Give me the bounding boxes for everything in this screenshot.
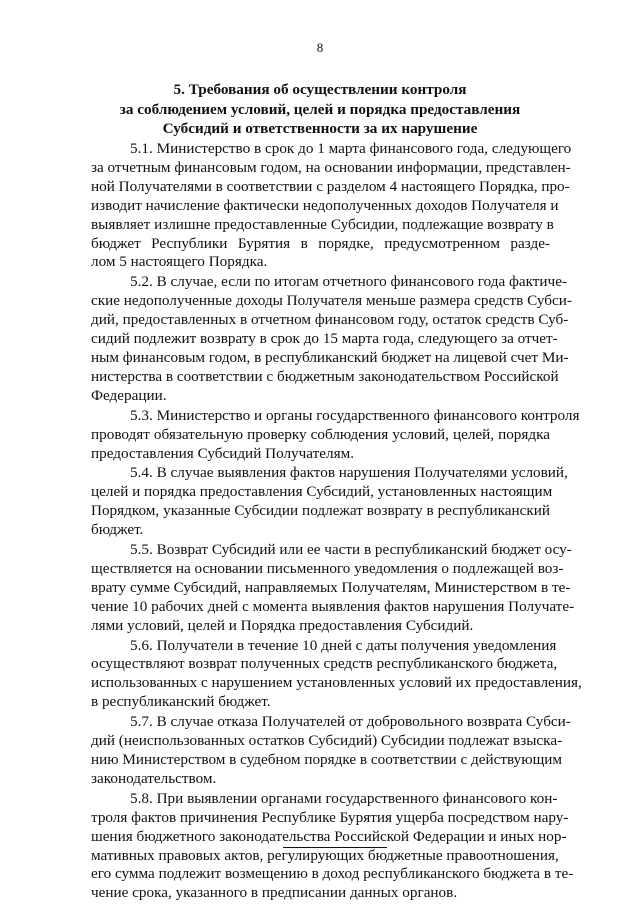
paragraph-5-4 (91, 464, 568, 540)
paragraph-5-2 (91, 273, 572, 405)
text-line: его сумма подлежит возмещению в доход республиканского бюджета в те- (91, 865, 574, 883)
text-line: 5.2. В случае, если по итогам отчетного финансового года фактиче- (130, 273, 567, 291)
text-line: за отчетным финансовым годом, на основании информации, представлен- (91, 158, 571, 176)
paragraph-5-7 (91, 713, 571, 789)
text-line: Федерации. (91, 386, 167, 404)
text-line: целей и порядка предоставления Субсидий, установленных настоящим (91, 483, 553, 501)
text-line: лями условий, целей и Порядка предоставления Субсидий. (91, 616, 474, 634)
text-line: шения бюджетного законодательства Российской Федерации и иных нор- (91, 827, 567, 845)
section-heading-line: 5. Требования об осуществлении контроля (173, 81, 467, 98)
text-line: ным финансовым годом, в республиканский бюджет на лицевой счет Ми- (91, 348, 569, 366)
text-line: лом 5 настоящего Порядка. (91, 253, 268, 271)
section-heading-line: за соблюдением условий, целей и порядка предоставления (119, 100, 521, 118)
text-line: мативных правовых актов, регулирующих бюджетные правоотношения, (91, 846, 559, 864)
text-line: ществляется на основании письменного уведомления о подлежащей воз- (91, 559, 564, 577)
text-line: сидий подлежит возврату в срок до 15 марта года, следующего за отчет- (91, 330, 558, 348)
text-line: ские недополученные доходы Получателя меньше размера средств Субси- (91, 292, 572, 310)
text-line: 5.3. Министерство и органы государственного финансового контроля (130, 406, 580, 424)
text-line: 5.1. Министерство в срок до 1 марта финансового года, следующего (130, 140, 572, 157)
text-line: Порядком, указанные Субсидии подлежат возврату в республиканский (91, 502, 550, 520)
text-line: троля фактов причинения Республике Бурятия ущерба посредством нару- (91, 808, 569, 826)
text-line: дий (неиспользованных остатков Субсидий) Субсидии подлежат взыска- (91, 732, 563, 750)
text-line: 5.8. При выявлении органами государственного финансового кон- (130, 789, 558, 807)
section-heading-line: Субсидий и ответственности за их нарушение (162, 120, 478, 137)
paragraph-5-6 (91, 636, 582, 713)
page-number: 8 (316, 40, 324, 55)
text-line: ной Получателями в соответствии с разделом 4 настоящего Порядка, про- (91, 177, 570, 195)
text-line: выявляет излишне предоставленные Субсидии, подлежащие возврату в (91, 215, 554, 233)
document-body (91, 140, 582, 904)
paragraph-5-3 (91, 406, 580, 464)
text-line: чение срока, указанного в предписании данных органов. (91, 884, 458, 902)
section-heading (90, 80, 550, 139)
text-line: 5.6. Получатели в течение 10 дней с даты получения уведомления (130, 636, 557, 654)
text-line: предоставления Субсидий Получателям. (91, 444, 354, 462)
text-line: использованных с нарушением установленных условий их предоставления, (91, 674, 582, 692)
text-line: нию Министерством в судебном порядке в соответствии с действующим (91, 751, 563, 768)
text-line: законодательством. (91, 769, 217, 787)
text-line: чение 10 рабочих дней с момента выявления фактов нарушения Получате- (91, 597, 575, 615)
text-line: в республиканский бюджет. (91, 693, 271, 711)
end-divider-line (283, 847, 387, 848)
text-line: изводит начисление фактически недополученных доходов Получателя и (91, 196, 559, 214)
text-line: проводят обязательную проверку соблюдения условий, целей, порядка (91, 425, 550, 443)
text-line: осуществляют возврат полученных средств республиканского бюджета, (91, 655, 558, 673)
text-line: бюджет Республики Бурятия в порядке, предусмотренном разде- (91, 234, 550, 252)
paragraph-5-1 (91, 140, 572, 272)
text-line: нистерства в соответствии с бюджетным законодательством Российской (91, 367, 559, 385)
text-line: врату сумме Субсидий, направляемых Получателям, Министерством в те- (91, 578, 571, 596)
paragraph-5-5 (91, 541, 575, 636)
text-line: 5.5. Возврат Субсидий или ее части в республиканский бюджет осу- (130, 541, 572, 559)
text-line: бюджет. (91, 521, 144, 539)
text-line: 5.7. В случае отказа Получателей от добровольного возврата Субси- (130, 713, 571, 731)
text-line: 5.4. В случае выявления фактов нарушения Получателями условий, (130, 464, 568, 482)
text-line: дий, предоставленных в отчетном финансовом году, остаток средств Суб- (91, 311, 569, 329)
